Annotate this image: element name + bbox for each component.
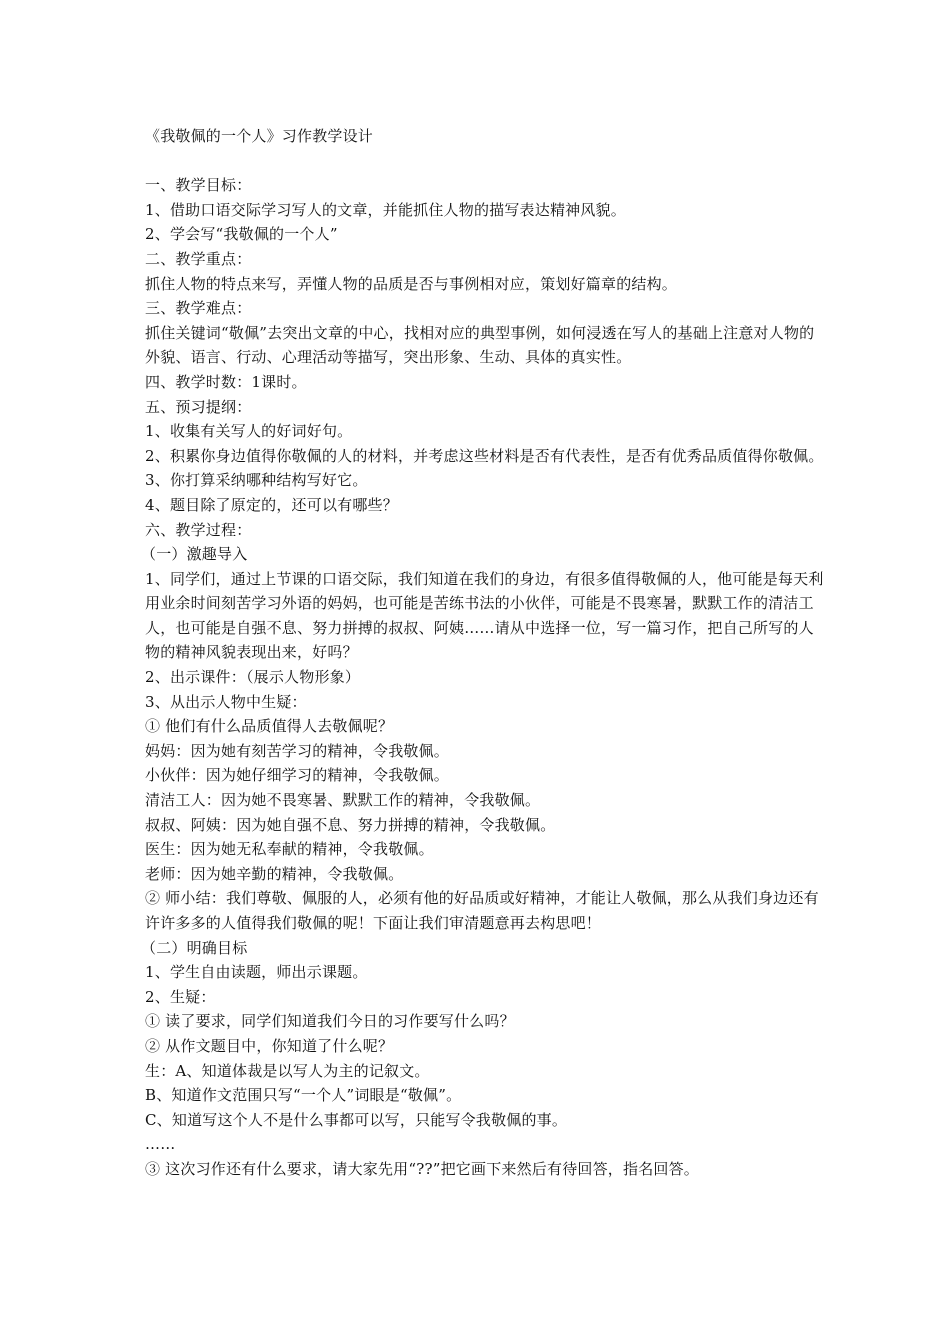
heading-preview-outline: 五、预习提纲： [145,397,252,416]
ellipsis-line: …… [145,1135,176,1154]
document-title: 《我敬佩的一个人》习作教学设计 [145,127,374,145]
teacher-summary: ② 师小结：我们尊敬、佩服的人，必须有他的好品质或好精神，才能让人敬佩，那么从我们身边还有许许多多的人值得我们敬佩的呢！下面让我们审清题意再去构思吧！ [145,889,819,932]
answer-line: B、知道作文范围只写“一个人”词眼是“敬佩”。 [145,1086,462,1105]
question-item: ③ 这次习作还有什么要求，请大家先用“??”把它画下来然后有待回答，指名回答。 [145,1159,699,1178]
answer-line: 生：A、知道体裁是以写人为主的记叙文。 [145,1061,430,1080]
document-body [141,124,825,1182]
heading-difficulties: 三、教学难点： [145,299,252,318]
question-item: ② 从作文题目中，你知道了什么呢？ [145,1036,394,1055]
answer-line: 医生：因为她无私奉献的精神，令我敬佩。 [145,840,434,859]
answer-line: 妈妈：因为她有刻苦学习的精神，令我敬佩。 [145,741,450,760]
key-points-text: 抓住人物的特点来写，弄懂人物的品质是否与事例相对应，策划好篇章的结构。 [145,274,678,293]
process-item: 1、同学们，通过上节课的口语交际，我们知道在我们的身边，有很多值得敬佩的人，他可能是每天利用业余时间刻苦学习外语的妈妈，也可能是苦练书法的小伙伴，可能是不畏寒暑，默默工作的清洁工人，也可能是自强不息、努力拼搏的叔叔、阿姨……请从中选择一位，写一篇习作，把自己所写的人物的精神风貌表现出来，好吗？ [145,569,824,662]
process-item: 1、学生自由读题，师出示课题。 [145,963,368,982]
heading-class-hours: 四、教学时数：1课时。 [145,372,307,391]
heading-key-points: 二、教学重点： [145,249,252,268]
objective-item: 2、学会写“我敬佩的一个人” [145,225,338,244]
heading-objectives: 一、教学目标： [145,176,252,195]
answer-line: 小伙伴：因为她仔细学习的精神，令我敬佩。 [145,766,450,785]
subheading-intro: （一）激趣导入 [141,545,248,564]
answer-line: 清洁工人：因为她不畏寒暑、默默工作的精神，令我敬佩。 [145,791,541,810]
question-item: ① 读了要求，同学们知道我们今日的习作要写什么吗？ [145,1012,515,1031]
answer-line: 老师：因为她辛勤的精神，令我敬佩。 [145,864,404,883]
question-item: ① 他们有什么品质值得人去敬佩呢？ [145,717,394,736]
answer-line: 叔叔、阿姨：因为她自强不息、努力拼搏的精神，令我敬佩。 [145,815,556,834]
heading-teaching-process: 六、教学过程： [145,520,252,539]
process-item: 3、从出示人物中生疑： [145,692,307,711]
subheading-goals: （二）明确目标 [141,938,248,957]
preview-item: 3、你打算采纳哪种结构写好它。 [145,471,368,490]
objective-item: 1、借助口语交际学习写人的文章，并能抓住人物的描写表达精神风貌。 [145,200,626,219]
preview-item: 4、题目除了原定的，还可以有哪些？ [145,495,398,514]
preview-item: 2、积累你身边值得你敬佩的人的材料，并考虑这些材料是否有代表性，是否有优秀品质值得你敬佩。 [145,446,824,465]
process-item: 2、出示课件：（展示人物形象） [145,668,361,687]
answer-line: C、知道写这个人不是什么事都可以写，只能写令我敬佩的事。 [145,1110,568,1129]
preview-item: 1、收集有关写人的好词好句。 [145,422,353,441]
difficulties-text: 抓住关键词“敬佩”去突出文章的中心，找相对应的典型事例，如何浸透在写人的基础上注意对人物的外貌、语言、行动、心理活动等描写，突出形象、生动、具体的真实性。 [145,323,815,367]
process-item: 2、生疑： [145,987,216,1006]
